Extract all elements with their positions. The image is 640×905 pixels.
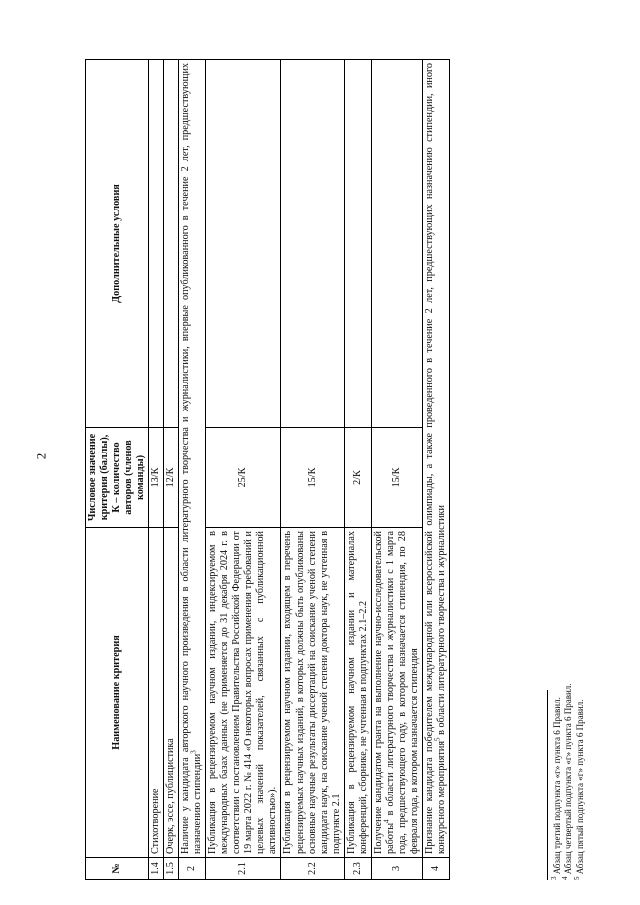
footnote: [563, 280, 574, 880]
table-row: [149, 60, 164, 880]
row-name: Стихотворение: [149, 528, 164, 858]
row-value: 13/К: [149, 428, 164, 528]
header-conditions: Дополнительные условия: [86, 60, 149, 428]
span-tail: в области литературного творчества и журналистики: [435, 505, 447, 738]
table-row: [344, 60, 371, 880]
table-row: [206, 60, 281, 880]
name-part: Получение кандидатом гранта на выполнение научно-исследовательской работы: [372, 531, 396, 854]
footnote-text: Абзац третий подпункта «г» пункта 6 Правил.: [552, 697, 562, 877]
row-value: 2/К: [344, 428, 371, 528]
row-num: 2.2: [281, 858, 344, 880]
footnote-mark: 5: [433, 737, 442, 741]
header-num: №: [86, 858, 149, 880]
table-header-row: [86, 60, 149, 880]
row-value: 15/К: [281, 428, 344, 528]
footnote-divider: [547, 690, 548, 880]
row-conditions: [344, 60, 371, 428]
row-num: 4: [422, 858, 449, 880]
row-num: 2: [179, 858, 206, 880]
footnote-mark: 4: [561, 876, 570, 880]
name-part: в области литературного творчества и журналистики с 1 марта года, предшествующего году, в котором назначается стипендия, по 28 февраля года, в котором назначается стипендия: [384, 531, 420, 854]
row-span-text: [179, 60, 206, 858]
footnote: [572, 280, 586, 880]
footnote-mark: 3: [550, 876, 558, 880]
table-row: [371, 60, 422, 880]
row-value: 15/К: [371, 428, 422, 528]
rotated-page-content: [85, 60, 585, 880]
row-value: 12/К: [164, 428, 179, 528]
row-num: 2.1: [206, 858, 281, 880]
footnote-mark: 3: [189, 750, 198, 754]
header-value: Числовое значение критерия (баллы), К – количество авторов (членов команды): [86, 428, 149, 528]
row-num: 1.5: [164, 858, 179, 880]
criteria-table: [85, 59, 450, 880]
row-num: 3: [371, 858, 422, 880]
row-conditions: [206, 60, 281, 428]
row-conditions: [164, 60, 179, 428]
footnotes: [547, 280, 586, 880]
table-row: [422, 60, 449, 880]
row-num: 2.3: [344, 858, 371, 880]
footnote-text: Абзац пятый подпункта «г» пункта 6 Правил.: [574, 699, 585, 877]
table-row: [179, 60, 206, 880]
footnote-mark: 4: [382, 819, 391, 823]
row-conditions: [149, 60, 164, 428]
row-num: 1.4: [149, 858, 164, 880]
table-row: [281, 60, 344, 880]
span-text: Признание кандидата победителем международной или всероссийской олимпиады, а также проведенного в течение 2 лет, предшествующих назначению стипендии, иного конкурсного мероприятия: [423, 63, 447, 854]
row-name: Публикация в рецензируемом научном издании, входящем в перечень рецензируемых научных изданий, в которых должны быть опубликованы основные научные результаты диссертаций на соискание ученой степени кандидата наук, на соискание ученой степени доктора наук, не учтенная в подпункте 2.1: [281, 528, 344, 858]
row-value: 25/К: [206, 428, 281, 528]
table-row: [164, 60, 179, 880]
row-name: Публикация в рецензируемом научном издании и материалах конференций, сборнике, не учтенная в подпунктах 2.1–2.2: [344, 528, 371, 858]
header-name: Наименование критерия: [86, 528, 149, 858]
footnote-mark: 5: [572, 876, 581, 880]
row-name: Очерк, эссе, публицистика: [164, 528, 179, 858]
page-number: 2: [33, 452, 49, 460]
row-name: [371, 528, 422, 858]
row-name: Публикация в рецензируемом научном издании, индексируемом в международных базах данных (не применяется до 31 декабря 2024 г. в соответствии с постановлением Правительства Российской Федерации от 19 марта 2022 г. № 414 «О некоторых вопросах применения требований и целевых значений показателей, связанных с публикационной активностью»).: [206, 528, 281, 858]
row-span-text: [422, 60, 449, 858]
footnote-text: Абзац четвертый подпункта «г» пункта 6 Правил.: [563, 683, 574, 877]
footnote: [552, 280, 563, 880]
row-conditions: [371, 60, 422, 428]
row-conditions: [281, 60, 344, 428]
span-text: Наличие у кандидата авторского научного произведения в области литературного творчества и журналистики, впервые опубликованного в течение 2 лет, предшествующих назначению стипендии: [180, 63, 204, 854]
